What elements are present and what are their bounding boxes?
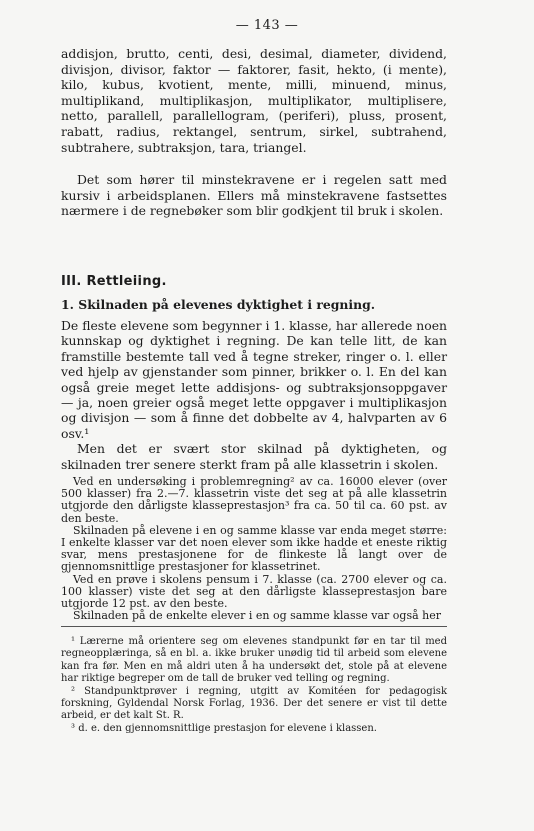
small-print-section <box>61 476 447 622</box>
body-paragraph: De fleste elevene som begynner i 1. klasse, har allerede noen kunnskap og dyktighet i regning. De kan telle litt, de kan framstille bestemte tall ved å tegne streker, ringer o. l. eller ved hjelp av gjenstander som pinner, brikker o. l. En del kan også greie meget lette addisjons- og subtraksjonsoppgaver — ja, noen greier også meget lette oppgaver i multiplikasjon og divisjon — som å finne det dobbelte av 4, halvparten av 6 osv.¹ <box>61 318 448 441</box>
footnote: ² Standpunktprøver i regning, utgitt av Komitéen for pedagogisk forskning, Gyldendal Norsk Forlag, 1936. Der det senere er vist til dette arbeid, er det kalt St. R. <box>61 685 447 722</box>
section-heading: III. Rettleiing. <box>61 274 167 289</box>
footnote: ³ d. e. den gjennomsnittlige prestasjon for elevene i klassen. <box>71 722 377 734</box>
footnotes <box>61 636 447 735</box>
small-paragraph: Ved en undersøking i problemregning² av ca. 16000 elever (over 500 klasser) fra 2.—7. klassetrin viste det seg at på alle klassetrin utgjorde den dårligste klasseprestasjon³ fra ca. 50 til ca. 60 pst. av den beste. <box>61 475 447 525</box>
intro-paragraph <box>61 46 447 155</box>
small-paragraph: Skilnaden på elevene i en og samme klasse var enda meget større: I enkelte klasser var det noen elever som ikke hadde et eneste riktig svar, mens prestasjonene for de flinkeste lå langt over de gjennomsnittlige prestasjoner for klassetrinet. <box>61 523 447 574</box>
requirements-text: Det som hører til minstekravene er i regelen satt med kursiv i arbeidsplanen. Ellers må minstekravene fastsettes nærmere i de regnebøker som blir godkjent til bruk i skolen. <box>61 172 447 219</box>
small-paragraph: Skilnaden på de enkelte elever i en og samme klasse var også her <box>73 609 442 623</box>
subsection-heading: 1. Skilnaden på elevenes dyktighet i regning. <box>61 297 376 312</box>
footnote-divider <box>61 626 447 627</box>
requirements-paragraph <box>61 172 447 219</box>
body-text <box>61 318 447 472</box>
body-paragraph: Men det er svært stor skilnad på dyktigheten, og skilnaden trer senere sterkt fram på alle klassetrin i skolen. <box>61 441 447 472</box>
small-paragraph: Ved en prøve i skolens pensum i 7. klasse (ca. 2700 elever og ca. 100 klasser) viste det seg at den dårligste klasseprestasjon bare utgjorde 12 pst. av den beste. <box>61 572 447 611</box>
footnote: ¹ Lærerne må orientere seg om elevenes standpunkt før en tar til med regneopplæringa, så en bl. a. ikke bruker unødig tid til arbeid som elevene kan fra før. Men en må aldri uten å ha undersøkt det, stole på at elevene har riktige begreper om de tall de bruker ved telling og regning. <box>61 636 447 685</box>
page-number: — 143 — <box>235 18 299 33</box>
term-list: addisjon, brutto, centi, desi, desimal, diameter, dividend, divisjon, divisor, faktor — faktorer, fasit, hekto, (i mente), kilo, kubus, kvotient, mente, milli, minuend, minus, multiplikand, multiplikasjon, multiplikator, multiplisere, netto, parallell, parallellogram, (periferi), pluss, prosent, rabatt, radius, rektangel, sentrum, sirkel, subtrahend, subtrahere, subtraksjon, tara, triangel. <box>61 46 447 155</box>
